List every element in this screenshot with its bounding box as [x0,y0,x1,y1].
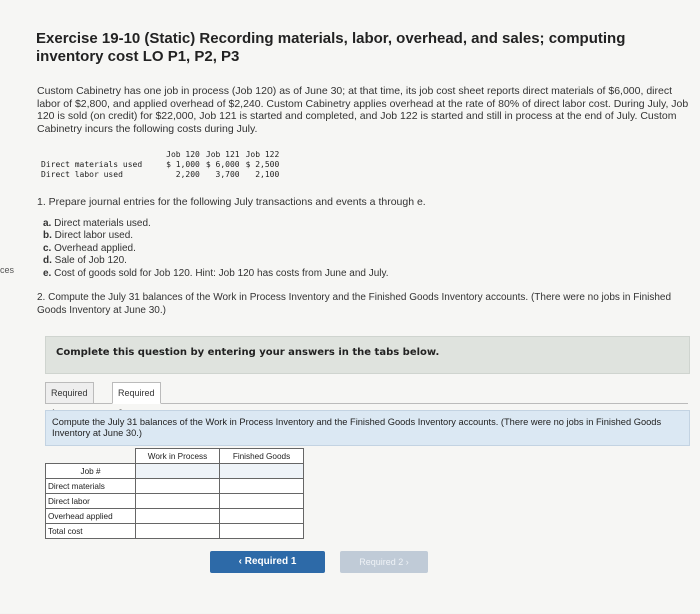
list-item: c. Overhead applied. [43,242,136,254]
answer-input[interactable] [136,464,220,479]
chevron-left-icon: ‹ [238,556,242,567]
answer-input[interactable] [220,509,304,524]
question-1: 1. Prepare journal entries for the following July transactions and events a through e. [37,196,426,208]
intro-paragraph: Custom Cabinetry has one job in process (Job 120) as of June 30; at that time, its job cost sheet reports direct materials of $6,000, direct labor of $2,800, and applied overhead of $2,240. Custom Cabinetry applies overhead at the rate of 80% of direct labor cost. During July, Job 120 is sold (on credit) for $22,000, Job 121 is started and completed, and Job 122 is started and still in process at the end of July. Custom Cabinetry incurs the following costs during July. [37,85,689,135]
row-label: Job # [46,464,136,479]
instruction-bar [45,336,690,374]
row-label: Overhead applied [46,509,136,524]
costs-row-label: Direct labor used [41,170,123,179]
answer-input[interactable] [220,464,304,479]
list-item: e. Cost of goods sold for Job 120. Hint: Job 120 has costs from June and July. [43,267,389,279]
costs-cell: 2,200 [175,170,200,179]
costs-table [41,150,285,180]
list-item: d. Sale of Job 120. [43,255,127,267]
question-2: 2. Compute the July 31 balances of the Work in Process Inventory and the Finished Goods Inventory accounts. (There were no jobs in Finished Goods Inventory at June 30.) [37,292,672,316]
instruction-text: Complete this question by entering your answers in the tabs below. [56,347,440,358]
answer-input[interactable] [220,494,304,509]
prev-button[interactable]: ‹ Required 1 [210,551,325,573]
list-item: a. Direct materials used. [43,218,151,229]
costs-header: Job 122 [245,150,280,159]
answer-input[interactable] [220,524,304,539]
costs-cell: $ 6,000 [205,160,240,169]
costs-row-label: Direct materials used [41,160,143,169]
answer-input[interactable] [136,509,220,524]
answer-input[interactable] [136,479,220,494]
costs-cell: $ 1,000 [166,160,200,169]
costs-cell: 3,700 [215,170,240,179]
transaction-list [43,218,389,280]
edge-text: ces [0,265,15,275]
list-item: b. Direct labor used. [43,230,134,242]
costs-header: Job 121 [205,150,240,159]
tab-required-2[interactable]: Required [112,382,161,404]
next-button[interactable]: Required 2 › [340,551,428,573]
exercise-title: Exercise 19-10 (Static) Recording materials, labor, overhead, and sales; computing inventory cost LO P1, P2, P3 [36,30,626,65]
answer-input[interactable] [136,524,220,539]
column-header: Work in Process [136,449,220,464]
costs-cell: $ 2,500 [245,160,280,169]
costs-header: Job 120 [166,150,200,159]
answer-input[interactable] [220,479,304,494]
tab-required-1[interactable]: Required [45,382,94,404]
row-label: Direct materials [46,479,136,494]
row-label: Direct labor [46,494,136,509]
costs-cell: 2,100 [255,170,280,179]
row-label: Total cost [46,524,136,539]
answer-table [45,448,304,539]
prompt-text: Compute the July 31 balances of the Work in Process Inventory and the Finished Goods Inventory accounts. (There were no jobs in Finished Goods Inventory at June 30.) [52,417,662,438]
chevron-right-icon: › [405,557,409,567]
prompt-box [45,410,690,446]
column-header: Finished Goods [220,449,304,464]
answer-input[interactable] [136,494,220,509]
